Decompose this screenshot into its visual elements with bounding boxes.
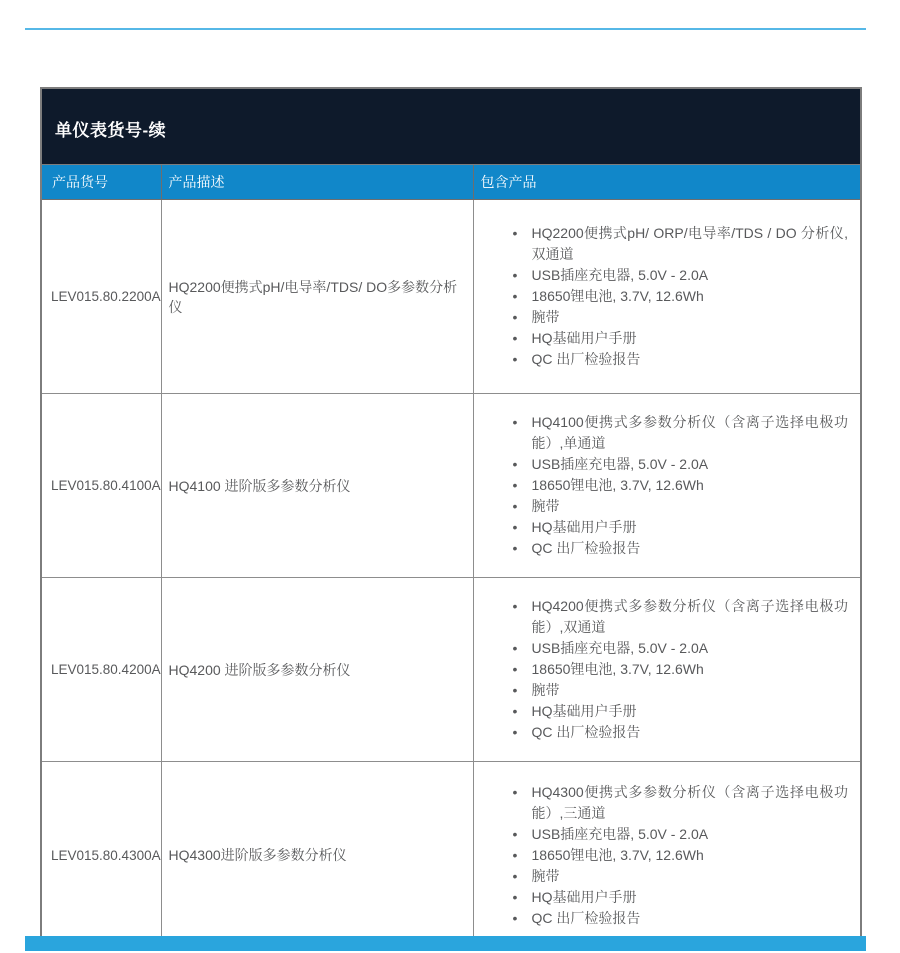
product-description-cell: HQ4100 进阶版多参数分析仪: [161, 394, 473, 578]
product-code-cell: LEV015.80.2200A: [41, 200, 161, 394]
included-product-item: • HQ2200便携式pH/ ORP/电导率/TDS / DO 分析仪,双通道: [512, 223, 849, 265]
product-code-cell: LEV015.80.4200A: [41, 578, 161, 762]
included-product-item: • HQ4300便携式多参数分析仪（含离子选择电极功能）,三通道: [512, 782, 849, 824]
included-product-item: • HQ基础用户手册: [512, 701, 849, 722]
included-products-list: [474, 412, 861, 559]
table-header-row: [41, 165, 861, 200]
table-row: [41, 762, 861, 950]
column-header-product-code: 产品货号: [41, 165, 161, 200]
included-products-cell: [473, 200, 861, 394]
column-header-included-products: 包含产品: [473, 165, 861, 200]
included-product-item: • HQ基础用户手册: [512, 328, 849, 349]
product-code-cell: LEV015.80.4300A: [41, 762, 161, 950]
product-description-cell: HQ2200便携式pH/电导率/TDS/ DO多参数分析仪: [161, 200, 473, 394]
included-products-cell: [473, 578, 861, 762]
included-product-item: • HQ基础用户手册: [512, 517, 849, 538]
product-table: [40, 87, 862, 950]
included-product-item: • 腕带: [512, 307, 849, 328]
page-title: 单仪表货号-续: [41, 88, 861, 165]
table-title-bar: [41, 88, 861, 165]
table-row: [41, 394, 861, 578]
included-product-item: • 18650锂电池, 3.7V, 12.6Wh: [512, 659, 849, 680]
included-product-item: • QC 出厂检验报告: [512, 722, 849, 743]
table-row: [41, 200, 861, 394]
included-product-item: • 腕带: [512, 866, 849, 887]
included-products-list: [474, 596, 861, 743]
included-product-item: • 腕带: [512, 496, 849, 517]
included-products-cell: [473, 394, 861, 578]
product-description-cell: HQ4200 进阶版多参数分析仪: [161, 578, 473, 762]
footer-bar: [25, 936, 866, 951]
included-products-list: [474, 223, 861, 370]
included-product-item: • 18650锂电池, 3.7V, 12.6Wh: [512, 286, 849, 307]
included-product-item: • USB插座充电器, 5.0V - 2.0A: [512, 454, 849, 475]
included-product-item: • QC 出厂检验报告: [512, 538, 849, 559]
product-description-cell: HQ4300进阶版多参数分析仪: [161, 762, 473, 950]
included-product-item: • QC 出厂检验报告: [512, 908, 849, 929]
included-product-item: • HQ基础用户手册: [512, 887, 849, 908]
column-header-product-description: 产品描述: [161, 165, 473, 200]
included-products-cell: [473, 762, 861, 950]
included-product-item: • USB插座充电器, 5.0V - 2.0A: [512, 265, 849, 286]
included-product-item: • 18650锂电池, 3.7V, 12.6Wh: [512, 845, 849, 866]
product-code-cell: LEV015.80.4100A: [41, 394, 161, 578]
table-row: [41, 578, 861, 762]
top-rule: [25, 28, 866, 30]
included-product-item: • 腕带: [512, 680, 849, 701]
included-product-item: • USB插座充电器, 5.0V - 2.0A: [512, 638, 849, 659]
included-product-item: • HQ4100便携式多参数分析仪（含离子选择电极功能）,单通道: [512, 412, 849, 454]
included-product-item: • HQ4200便携式多参数分析仪（含离子选择电极功能）,双通道: [512, 596, 849, 638]
included-product-item: • 18650锂电池, 3.7V, 12.6Wh: [512, 475, 849, 496]
included-products-list: [474, 782, 861, 929]
included-product-item: • USB插座充电器, 5.0V - 2.0A: [512, 824, 849, 845]
included-product-item: • QC 出厂检验报告: [512, 349, 849, 370]
